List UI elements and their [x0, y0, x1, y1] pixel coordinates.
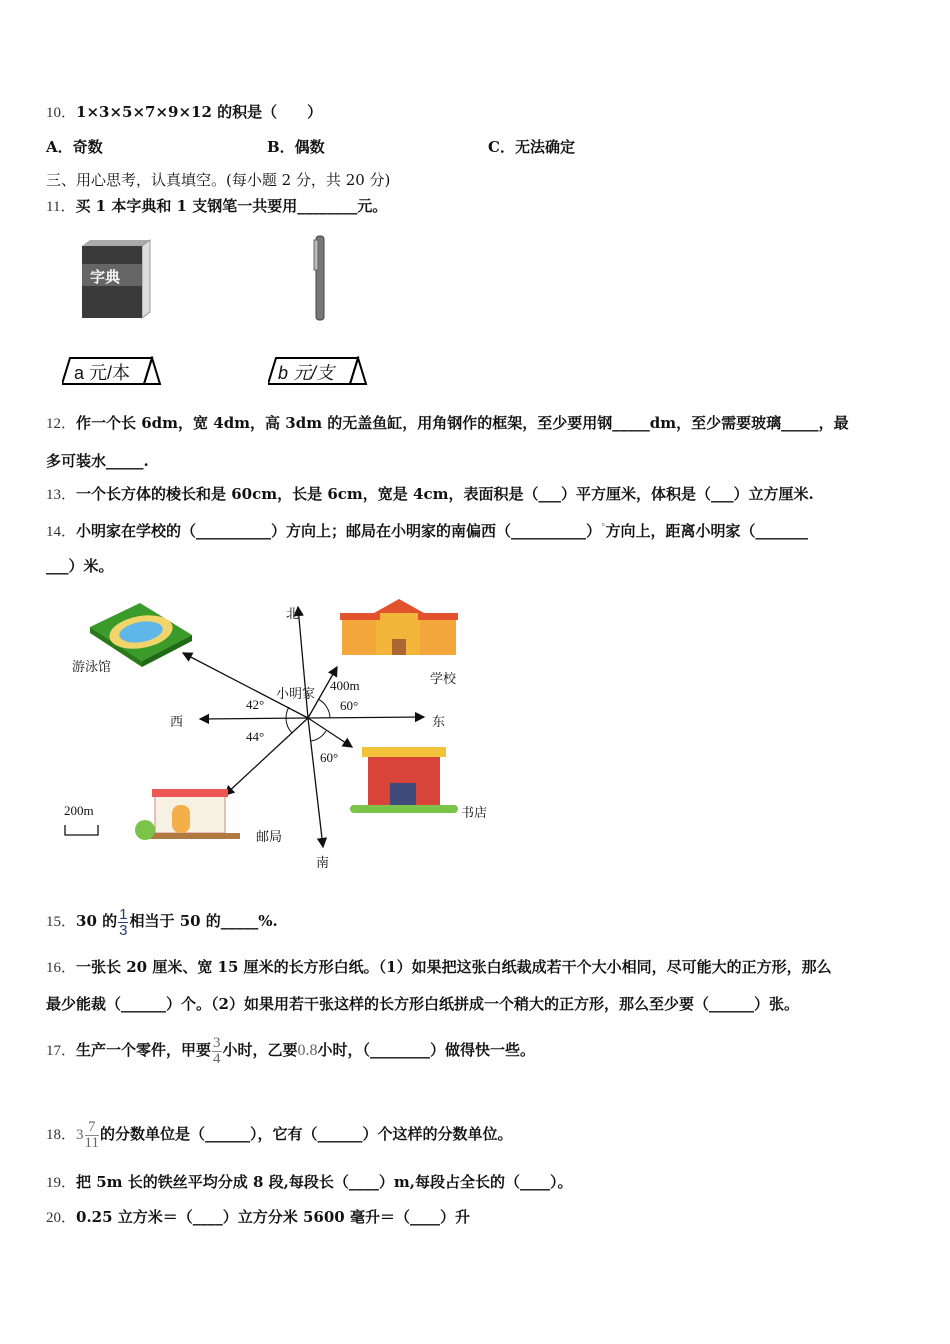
pen-image — [312, 234, 328, 324]
question-number: 12． — [46, 416, 77, 432]
fraction: $\frac{1}{3}$ — [119, 905, 128, 939]
label-bookstore: 书店 — [461, 806, 488, 821]
question-text-pre: 生产一个零件，甲要 — [76, 1041, 212, 1059]
question-number: 14． — [46, 524, 77, 540]
question-14-line2: ___）米。 — [46, 557, 114, 575]
question-number: 17． — [46, 1043, 77, 1059]
dictionary-image — [80, 238, 152, 320]
degree-mark: ° — [601, 523, 606, 533]
question-text-post: 相当于 50 的_____%. — [129, 912, 278, 930]
question-text: 把 5m 长的铁丝平均分成 8 段,每段长（____）m,每段占全长的（____）。 — [76, 1173, 573, 1191]
label-scale: 200m — [64, 803, 94, 818]
label-post-office: 邮局 — [256, 830, 283, 845]
question-number: 16． — [46, 960, 77, 976]
question-16 — [46, 957, 832, 978]
label-north: 北 — [286, 607, 300, 622]
question-12-line2: 多可装水_____. — [46, 452, 149, 470]
pen-price-text: b 元/支 — [278, 363, 335, 383]
question-11 — [46, 196, 387, 217]
mixed-number-whole: 3 — [76, 1127, 84, 1143]
label-angle-post: 44° — [246, 729, 265, 744]
question-text: 1×3×5×7×9×12 的积是（ ） — [76, 103, 323, 121]
dictionary-price-tag — [62, 356, 162, 386]
fraction: $\frac{7}{11}$ — [84, 1118, 99, 1151]
question-text: 小明家在学校的（__________）方向上；邮局在小明家的南偏西（__________） — [76, 522, 602, 540]
question-number: 15． — [46, 914, 77, 930]
question-text-mid: 小时，乙要 — [222, 1041, 298, 1059]
label-angle-bookstore: 60° — [320, 750, 339, 765]
pen-price-tag — [268, 356, 368, 386]
question-text: 作一个长 6dm，宽 4dm，高 3dm 的无盖鱼缸，用角钢作的框架，至少要用钢_____dm，至少需要玻璃_____，最 — [76, 414, 849, 432]
question-13 — [46, 484, 814, 505]
section-heading: 三、用心思考，认真填空。(每小题 2 分，共 20 分) — [46, 171, 391, 189]
question-17 — [46, 1030, 535, 1071]
question-10 — [46, 102, 322, 123]
fraction: $\frac{3}{4}$ — [213, 1034, 221, 1067]
question-number: 19． — [46, 1175, 77, 1191]
question-text: 一个长方体的棱长和是 60cm，长是 6cm，宽是 4cm，表面积是（___）平方厘米，体积是（___）立方厘米. — [76, 485, 814, 503]
question-19 — [46, 1172, 572, 1193]
question-number: 20． — [46, 1210, 77, 1226]
question-number: 13． — [46, 487, 77, 503]
label-west: 西 — [170, 715, 184, 730]
label-angle-school: 60° — [340, 698, 359, 713]
question-text: 买 1 本字典和 1 支钢笔一共要用________元。 — [75, 197, 388, 215]
question-12 — [46, 413, 849, 434]
option-b[interactable]: B．偶数 — [267, 138, 325, 156]
label-pool: 游泳馆 — [72, 660, 112, 675]
question-number: 11． — [46, 199, 76, 215]
question-14 — [46, 518, 808, 542]
question-text: 0.25 立方米＝（____）立方分米 5600 毫升＝（____）升 — [76, 1208, 470, 1226]
dictionary-label: 字典 — [90, 268, 121, 286]
dictionary-price-text: a 元/本 — [74, 363, 131, 383]
label-south: 南 — [316, 856, 330, 871]
label-east: 东 — [432, 715, 446, 730]
label-school: 学校 — [430, 672, 457, 687]
question-18 — [46, 1114, 512, 1155]
question-text: 的分数单位是（______），它有（______）个这样的分数单位。 — [99, 1125, 513, 1143]
label-center: 小明家 — [276, 687, 316, 702]
question-number: 18． — [46, 1127, 77, 1143]
question-15 — [46, 904, 278, 939]
question-text-cont: 方向上，距离小明家（_______ — [605, 522, 809, 540]
label-angle-pool: 42° — [246, 697, 265, 712]
option-a[interactable]: A．奇数 — [46, 138, 103, 156]
question-text: 一张长 20 厘米、宽 15 厘米的长方形白纸。（1）如果把这张白纸裁成若干个大小相同，尽可能大的正方形，那么 — [76, 958, 832, 976]
question-20 — [46, 1207, 470, 1228]
question-text-post: 小时，（________）做得快一些。 — [317, 1041, 536, 1059]
option-c[interactable]: C．无法确定 — [488, 138, 575, 156]
question-16-line2: 最少能裁（______）个。（2）如果用若干张这样的长方形白纸拼成一个稍大的正方形，那么至少要（______）张。 — [46, 995, 799, 1013]
decimal-value: 0.8 — [297, 1042, 318, 1059]
label-distance: 400m — [330, 678, 360, 693]
question-text-pre: 30 的 — [76, 912, 118, 930]
question-number: 10． — [46, 105, 77, 121]
direction-diagram — [60, 595, 520, 875]
